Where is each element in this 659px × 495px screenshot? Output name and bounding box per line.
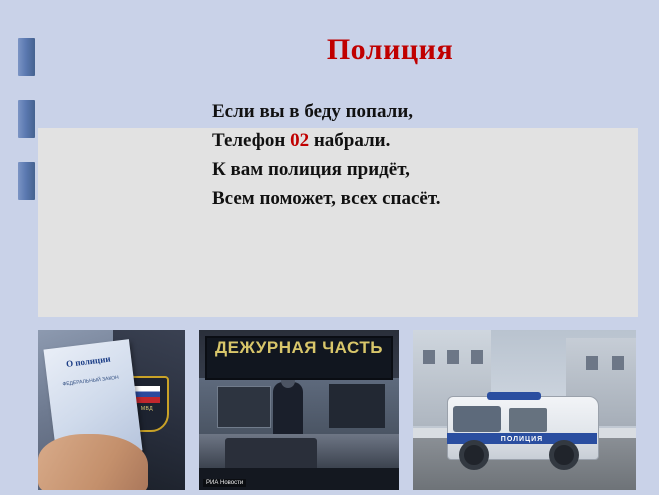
duty-desk-front (225, 438, 317, 472)
photo-duty-room (199, 330, 399, 490)
russian-flag-icon (134, 386, 160, 403)
decor-bar-3 (18, 162, 35, 200)
duty-room-sign-text: ДЕЖУРНАЯ ЧАСТЬ (215, 338, 383, 357)
poem-text (212, 97, 462, 213)
building-window (586, 356, 598, 370)
building-window (471, 350, 483, 364)
building-window (423, 350, 435, 364)
photo-strip (38, 330, 638, 490)
duty-room-window-right (329, 384, 385, 428)
van-wheel-rear (549, 440, 579, 470)
decor-bar-1 (18, 38, 35, 76)
photo-credit: РИА Новости (203, 479, 246, 487)
van-label: ПОЛИЦИЯ (500, 436, 544, 443)
poem-line-2-before: Телефон (212, 130, 291, 151)
poem-line-2 (212, 126, 462, 155)
building-window (612, 356, 624, 370)
van-wheel-front (459, 440, 489, 470)
page-title: Полиция (326, 33, 454, 66)
hand (38, 434, 148, 490)
poem-line-2-after: набрали. (309, 130, 391, 151)
photo-police-id-and-uniform (38, 330, 185, 490)
van-lightbar-icon (487, 392, 541, 400)
building-window (447, 350, 459, 364)
booklet-title: О полиции (65, 353, 111, 369)
poem-line-4: Всем поможет, всех спасёт. (212, 188, 441, 209)
van-windshield (453, 406, 501, 432)
poem-line-1: Если вы в беду попали, (212, 101, 414, 122)
poem-line-3: К вам полиция придёт, (212, 159, 410, 180)
emergency-number: 02 (290, 130, 310, 151)
patch-label: МВД (140, 406, 154, 412)
duty-room-window-left (217, 386, 271, 428)
booklet-subtitle: ФЕДЕРАЛЬНЫЙ ЗАКОН (62, 374, 120, 388)
officer-silhouette (273, 382, 303, 440)
photo-police-van (413, 330, 636, 490)
decor-bar-2 (18, 100, 35, 138)
van-side-window (509, 408, 547, 432)
